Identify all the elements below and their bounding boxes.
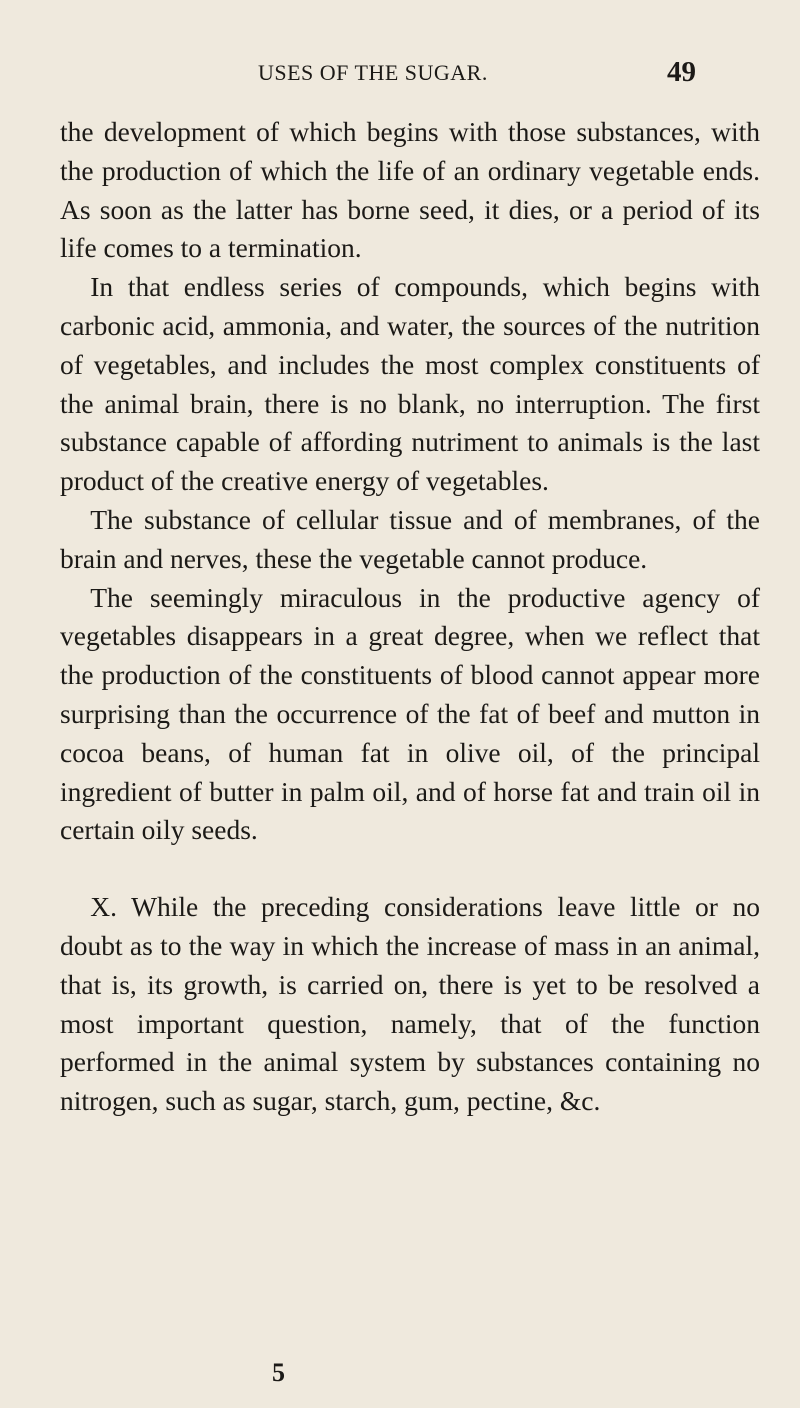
paragraph-cellular-tissue: The substance of cellular tissue and of membranes, of the brain and nerves, these the vegetable cannot produce. — [60, 503, 760, 574]
body-text — [60, 113, 760, 1121]
running-title: USES OF THE SUGAR. — [258, 60, 488, 85]
paragraph-productive-agency: The seemingly miraculous in the productive agency of vegetables disappears in a great degree, when we reflect that the production of the constituents of blood cannot appear more surprising than the occurrence of the fat of beef and mutton in cocoa beans, of human fat in olive oil, of the principal ingredient of butter in palm oil, and of horse fat and train oil in certain oily seeds. — [60, 581, 760, 846]
page-number: 49 — [667, 56, 696, 88]
paragraph-section-x: X. While the preceding considerations leave little or no doubt as to the way in which the increase of mass in an animal, that is, its growth, is carried on, there is yet to be resolved a most important question, namely, that of the function performed in the animal system by substances containing no nitrogen, such as sugar, starch, gum, pectine, &c. — [60, 891, 760, 1117]
paragraph-continued: the development of which begins with those substances, with the production of which the life of an ordinary vegetable ends. As soon as the latter has borne seed, it dies, or a period of its life comes to a termination. — [60, 116, 760, 264]
signature-mark: 5 — [272, 1358, 285, 1387]
paragraph-compounds: In that endless series of compounds, which begins with carbonic acid, ammonia, and water, the sources of the nutrition of vegetables, and includes the most complex constituents of the animal brain, there is no blank, no interruption. The first substance capable of affording nutriment to animals is the last product of the creative energy of vegetables. — [60, 271, 760, 497]
